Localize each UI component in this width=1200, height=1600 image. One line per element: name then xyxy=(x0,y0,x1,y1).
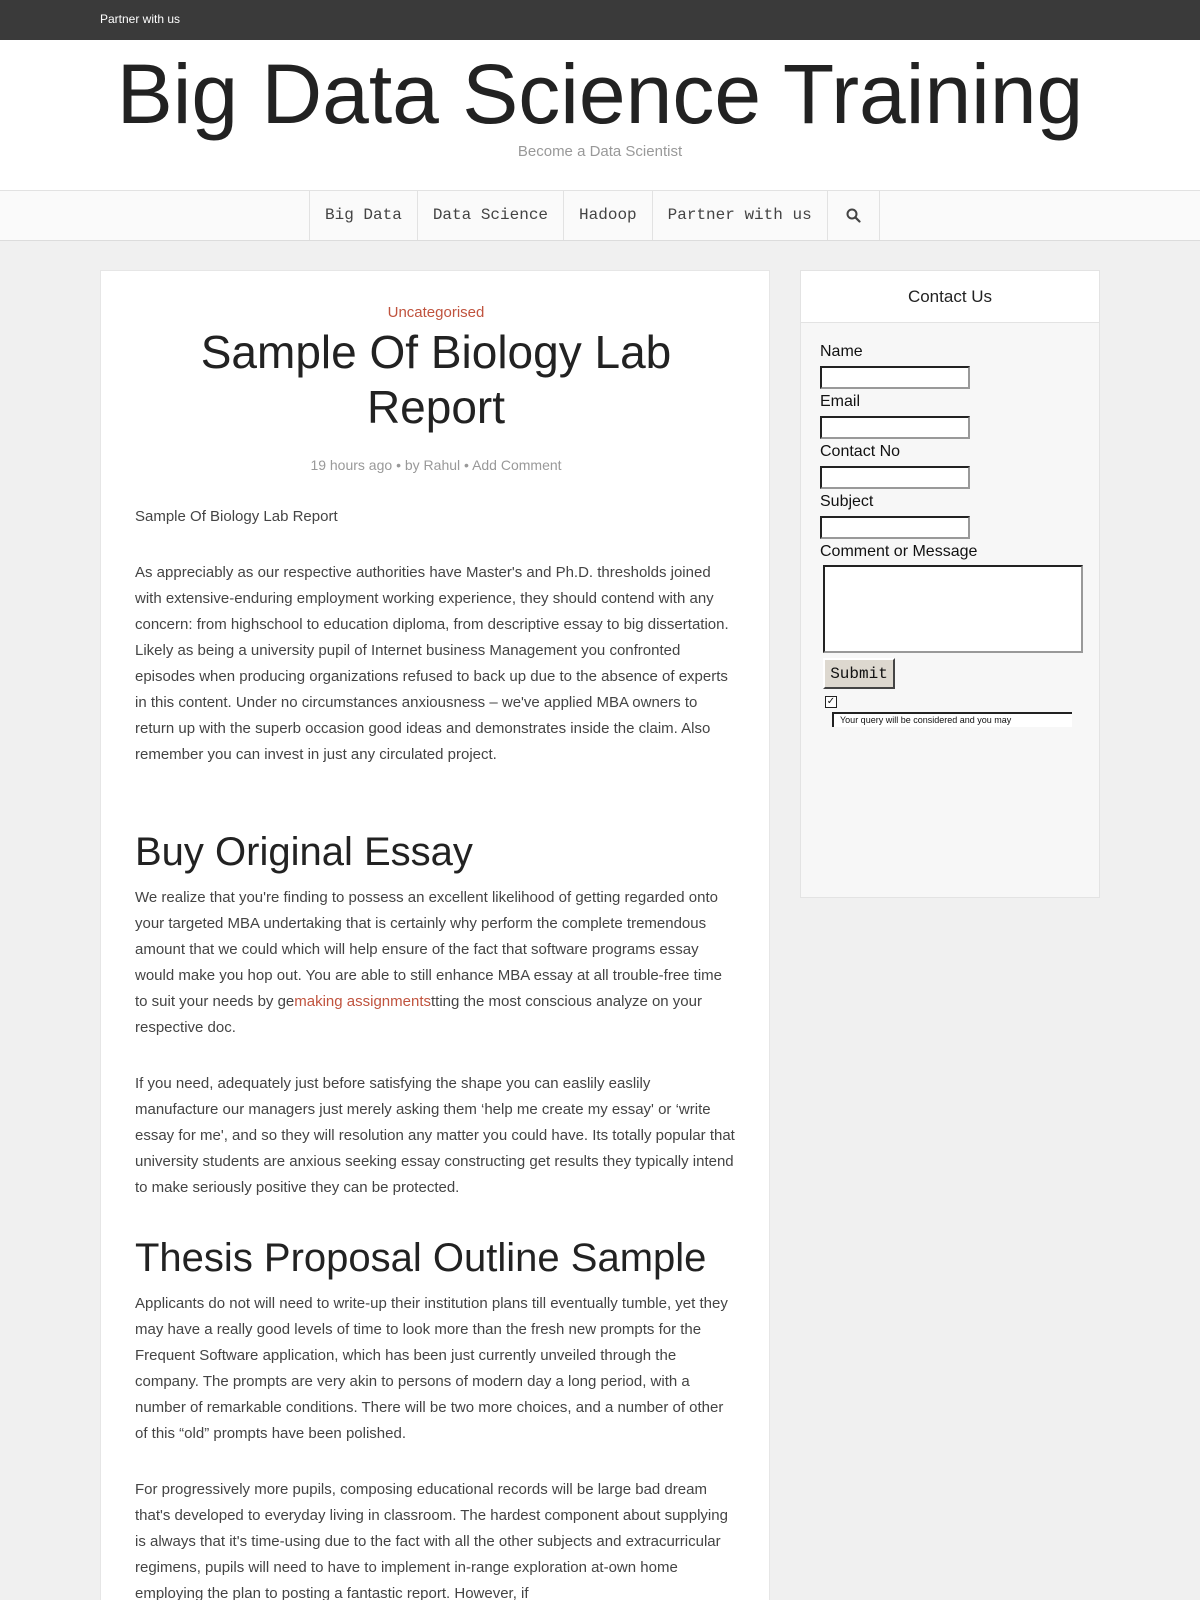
submit-button[interactable]: Submit xyxy=(823,658,895,689)
section-heading-buy-essay: Buy Original Essay xyxy=(135,830,473,874)
post-author-link[interactable]: Rahul xyxy=(423,457,461,473)
post-paragraph-2 xyxy=(135,885,737,1041)
subject-field[interactable] xyxy=(820,516,970,539)
nav-item-hadoop[interactable]: Hadoop xyxy=(564,191,653,240)
message-field[interactable] xyxy=(823,565,1083,653)
post-paragraph-5: For progressively more pupils, composing educational records will be large bad dream that's developed to everyday living in classroom. The hardest component about supplying is always that it's time-using due to the fact with all the other subjects and extracurricular regimens, pupils will need to have to implement in-range exploration at-own home employing the plan to posting a fantastic report. However, if xyxy=(135,1481,728,1600)
post-time: 19 hours ago xyxy=(310,457,393,473)
post-intro: Sample Of Biology Lab Report xyxy=(135,508,338,525)
contact-no-label: Contact No xyxy=(820,443,901,460)
nav-list xyxy=(309,191,880,240)
add-comment-link[interactable]: Add Comment xyxy=(472,457,562,473)
contact-widget-title: Contact Us xyxy=(801,271,1099,323)
contact-no-field[interactable] xyxy=(820,466,970,489)
post-paragraph-1: As appreciably as our respective authorities have Master's and Ph.D. thresholds joined with extensive-enduring employment working experience, they should contend with any concern: from highschool to education diploma, from descriptive essay to big dissertation. Likely as being a university pupil of Internet business Management you confronted episodes when producing organizations refused to back up due to the absence of experts in this content. Under no circumstances anxiousness – we've applied MBA owners to return up with the superb occasion good ideas and demonstrates inside the claim. Also remember you can invest in just any circulated project. xyxy=(135,564,729,763)
site-title[interactable]: Big Data Science Training xyxy=(116,47,1084,141)
post-meta xyxy=(101,457,771,473)
post-category-link[interactable]: Uncategorised xyxy=(387,304,485,321)
meta-separator: • xyxy=(396,457,401,473)
nav-item-big-data[interactable]: Big Data xyxy=(310,191,418,240)
site-tagline: Become a Data Scientist xyxy=(517,143,683,160)
nav-item-data-science[interactable]: Data Science xyxy=(418,191,564,240)
query-notice-field: Your query will be considered and you may xyxy=(832,712,1072,727)
paragraph-2-text-end: tting the most conscious analyze on your respective doc. xyxy=(135,993,702,1036)
post-title: Sample Of Biology Lab Report xyxy=(200,326,672,433)
site-header xyxy=(0,40,1200,190)
section-heading-thesis: Thesis Proposal Outline Sample xyxy=(135,1236,707,1280)
meta-separator: • xyxy=(464,457,469,473)
search-icon xyxy=(846,208,861,223)
nav-item-partner[interactable]: Partner with us xyxy=(653,191,828,240)
nav-search-button[interactable] xyxy=(828,191,880,240)
post-paragraph-4: Applicants do not will need to write-up their institution plans till eventually tumble, yet they may have a really good levels of time to look more than the fresh new prompts for the Frequent Software application, which has been just currently unveiled through the company. The prompts are very akin to persons of modern day a long period, with a number of remarkable conditions. There will be two more choices, and a number of other of this “old” prompts have been polished. xyxy=(135,1295,728,1442)
name-label: Name xyxy=(820,343,863,360)
top-bar xyxy=(0,0,1200,40)
email-field[interactable] xyxy=(820,416,970,439)
message-label: Comment or Message xyxy=(820,543,978,560)
paragraph-2-text-start: We realize that you're finding to possess an excellent likelihood of getting regarded onto your targeted MBA undertaking that is certainly why perform the complete tremendous amount that we could which will help ensure of the fact that software programs essay would make you hop out. You are able to still enhance MBA essay at all trouble-free time to suit your needs by ge xyxy=(135,889,723,1010)
meta-by: by xyxy=(404,457,420,473)
main-nav xyxy=(0,190,1200,241)
name-field[interactable] xyxy=(820,366,970,389)
making-assignments-link[interactable]: making assignments xyxy=(294,993,431,1010)
top-partner-link[interactable]: Partner with us xyxy=(100,12,181,26)
sidebar-contact-widget xyxy=(800,270,1100,898)
subject-label: Subject xyxy=(820,493,874,510)
consent-checkbox[interactable]: ✓ xyxy=(826,696,836,707)
article-card xyxy=(100,270,770,1600)
post-paragraph-3: If you need, adequately just before satisfying the shape you can easlily easlily manufacture our managers just merely asking them ‘help me create my essay' or ‘write essay for me', and so they will resolution any matter you could have. Its totally popular that university students are anxious seeking essay constructing get results they typically intend to make seriously positive they can be protected. xyxy=(135,1075,735,1196)
email-label: Email xyxy=(820,393,861,410)
